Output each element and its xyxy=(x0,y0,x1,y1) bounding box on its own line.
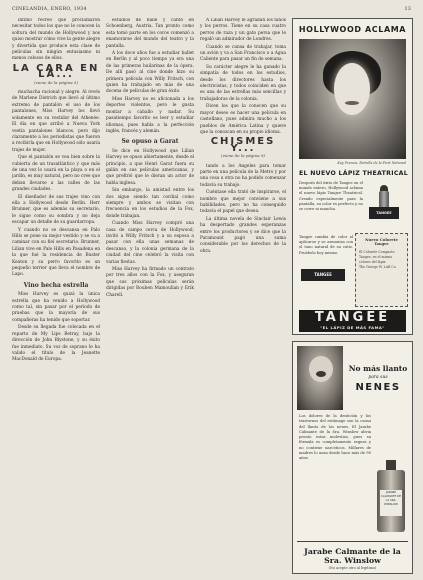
paragraph: Cuando se cansa de trabajar, toma un avión y va a San Francisco o a Agua Caliente para pasar un fin de semana. xyxy=(200,44,286,63)
page-header xyxy=(10,5,413,15)
article-column-2 xyxy=(106,18,194,573)
winslow-advertisement xyxy=(292,341,413,574)
coupon-subtitle: Tangee xyxy=(374,242,389,246)
paragraph: tando a los Angeles para tomar parte en una película de la Metro y por una cosa u otra no ha podido comenzar todavía su trabajo. xyxy=(200,163,286,188)
coupon-line: Tangee, en el mismo xyxy=(359,255,393,259)
coupon-line: El Colorete Compacto xyxy=(359,250,395,254)
coupon-title: Nuevo Colorete xyxy=(365,237,398,242)
article-column-3 xyxy=(200,18,286,573)
brand-slogan: "EL LÁPIZ DE MÁS FAMA" xyxy=(320,325,385,330)
paragraph: Que el pantalón se vea bien sobre la cubierta de un trasatlántico y que más de una vez lo usará en la playa o en el jardín, es muy natural, pero no cree que deban llevarse a las calles de las grandes ciudades. xyxy=(12,155,100,193)
ad-body: Los dolores de la dentición y los trastornos del estómago son la causa del llanto de los nenes. El Jarabe Calmante de la Sra. Winslow alivia pronto estas molestias, pues su fórmula es completamente segura y no contiene narcóticos. Millares de madres lo usan desde hace más de 90 años. xyxy=(299,414,371,461)
baby-mouth xyxy=(316,371,326,377)
paragraph: Desde su llegada fue colocada en el reparto de My Lips Betray, bajo la dirección de John Blystone, y su éxito fue inmediato. Su voz de soprano le ha valido el título de la Jeanette MacDonald de Europa. xyxy=(12,325,100,363)
baby-head xyxy=(309,356,333,382)
article-intro: intimo recreo que proclamaron necesitar todos los que no le conocen la soltura del mundo de Hollywood y nos quiso mostrar cómo vive la gente alegre y divertida que produce esta clase de películas sin ningún entusiasmo ni menos celosos de ellos. xyxy=(12,18,100,62)
portrait-lips xyxy=(345,101,359,105)
header-publication: CINELANDIA, ENERO, 1934 xyxy=(12,7,87,12)
brand-name: TANGEE xyxy=(314,310,391,325)
ad-coupon[interactable] xyxy=(355,233,408,307)
paragraph: La última novela de Sinclair Lewis ha despertado grandes esperanzas entre los productores y se dice que la Paramount pagó una suma considerable por los derechos de la obra. xyxy=(200,216,286,254)
ad-headline: No más llanto xyxy=(348,364,408,373)
article-column-1 xyxy=(12,18,100,573)
article-continued-note: (viene de la página 9) xyxy=(221,153,265,159)
bottle-label: JARABE CALMANTE DE LA SRA. WINSLOW xyxy=(380,490,402,516)
lipstick-box-label: TANGEE xyxy=(369,207,399,219)
product-disclaimer: (No acepte otro al legítimo) xyxy=(328,566,377,570)
article-title-chismes: CHISMES Y... xyxy=(210,136,276,154)
paragraph: Dicen los que la conocen que su mayor deseo es hacer una película en castellano, pues admira mucho a los pueblos de América Latina y quiere que la conozcan en su propio idioma. xyxy=(200,104,286,135)
lipstick-icon xyxy=(369,187,399,221)
paragraph: Cuéntase ella trató de inspirarse, el nombre que mejor conviene a sus habilidades, pero no ha conseguido todavía el papel que desea. xyxy=(200,190,286,215)
paragraph: muchacha racional y alegre. Al revés de Marlene Dietrich que llevó al último extremo de pantalón el uso de los pantalones, Miss Harvey los llevó solamente en su vestidor del Athenée. El día en que arribó a Nueva York vestía pantalones blancos, pero dijo claramente a los periodistas que fueron a recibirla que en Hollywood sólo usaría trajes de mujer. xyxy=(12,90,100,153)
coupon-line: colores del lápiz. xyxy=(359,260,387,264)
section-heading: Se opuso a Garat xyxy=(121,138,179,146)
paragraph: estudios de baile y canto en Schoenberg, Austria. Tan pronto como esta tomó parte en los coros comenzó a enamorarse del mundo del teatro y la pantalla. xyxy=(106,18,194,49)
paragraph: El diseñador de sus trajes vino con ella a Hollywood desde Berlín. Herr Brunner, que es además su secretario, le sigue como su sombra y no deja escapar un detalle de su guardarropa. xyxy=(12,194,100,226)
paragraph: Sin embargo, la amistad entre los dos sigue siendo tan cordial como siempre y ambos se visitan con frecuencia en los estudios de la Fox, donde trabajan. xyxy=(106,188,194,219)
ad-headline-emphasis: NENES xyxy=(355,382,401,393)
paragraph: Y cuando no se descansa en Palo Hills se pone su mejor vestido y se va a caminar con su fiel secretario. Brunner, Lilian vive en Palo Hills en Pasadena en la que fué la residencia de Buster Keaton y su perro favorito es un pequeño terrier que lleva el nombre de Lapo. xyxy=(12,227,100,278)
article-title-la-cara: LA CARA EN LA... xyxy=(12,62,100,81)
ad-body: Después del éxito de Tangee en el mundo entero, Hollywood aclama el nuevo lápiz Tangee Theatrical. Creado especialmente para la pantalla, su color es perfecto y no se corre ni mancha. xyxy=(299,181,363,212)
page-number: 13 xyxy=(404,7,411,12)
ad-body-secondary: Tangee cambia de color al aplicarse y se armoniza con el tono natural de su cutis. Pruébelo hoy mismo. xyxy=(299,235,353,255)
tangee-advertisement xyxy=(292,18,413,335)
paragraph: A Lilian Harvey le agradan los niños y los perros. Tiene en su casa cuatro perros de raza y un gato persa que le regaló un admirador de Londres. xyxy=(200,18,286,43)
paragraph: A los doce años fue a estudiar ballet en Berlín y al poco tiempo ya era una de las primeras bailarinas de la ópera. De allí pasó al cine donde hizo su primera película con Willy Fritsch, con quien ha trabajado en más de una docena de películas de gran éxito. xyxy=(106,51,194,95)
paragraph: Miss Harvey es quizá la única estrella que ha venido a Hollywood como tal, sin pasar por el período de pruebas que la mayoría de sus compañeras ha tenido que soportar. xyxy=(12,292,100,323)
product-box: TANGEE xyxy=(301,269,345,281)
product-name-footer xyxy=(297,541,408,572)
paragraph: Cuando Miss Harvey compró una casa de campo cerca de Hollywood, invitó a Willy Fritsch y a su esposa a pasar con ella unas semanas de descanso, y la colonia germana de la ciudad del cine celebró la visita con varias fiestas. xyxy=(106,221,194,265)
coupon-line: The George W. Luft Co. xyxy=(359,265,397,269)
ad-headline: HOLLYWOOD ACLAMA xyxy=(298,25,407,34)
coupon-text xyxy=(359,250,404,270)
product-name: Jarabe Calmante de la Sra. Winslow xyxy=(304,547,401,565)
paragraph: Miss Harvey no es aficionada a los deportes violentos, pero le gusta montar a caballo y nadar. Su pasatiempo favorito es leer y estudiar idiomas, pues habla a la perfección inglés, francés y alemán. xyxy=(106,96,194,134)
portrait-caption: Kay Francis, Estrella de la First National xyxy=(337,161,406,165)
ad-headline-connector: para sus xyxy=(368,375,388,380)
paragraph: Se dice en Hollywood que Lilian Harvey se opuso abiertamente, desde el principio, a que Henri Garat fuera su galán en sus películas americanas, y que prefirió que le dieran un actor de habla inglesa. xyxy=(106,148,194,186)
section-heading: Vino hecha estrella xyxy=(23,281,89,289)
crying-baby-photo xyxy=(297,346,343,410)
actress-portrait xyxy=(299,39,406,159)
ad-title: EL NUEVO LÁPIZ THEATRICAL xyxy=(298,170,409,177)
brand-banner xyxy=(299,310,406,332)
advertisement-column xyxy=(292,18,413,574)
article-continued-note: (viene de la página 5) xyxy=(34,79,78,85)
paragraph: Miss Harvey ha firmado un contrato por tres años con la Fox, y aseguran que sus próximas películas serán dirigidas por Rouben Mamoulian y Erik Charell. xyxy=(106,267,194,298)
syrup-bottle-icon xyxy=(375,460,407,534)
portrait-face xyxy=(334,63,370,115)
paragraph: Su carácter alegre le ha ganado la simpatía de todos en los estudios, desde los directores hasta los electricistas, y todos coinciden en que es una de las estrellas más sencillas y trabajadoras de la colonia. xyxy=(200,64,286,102)
